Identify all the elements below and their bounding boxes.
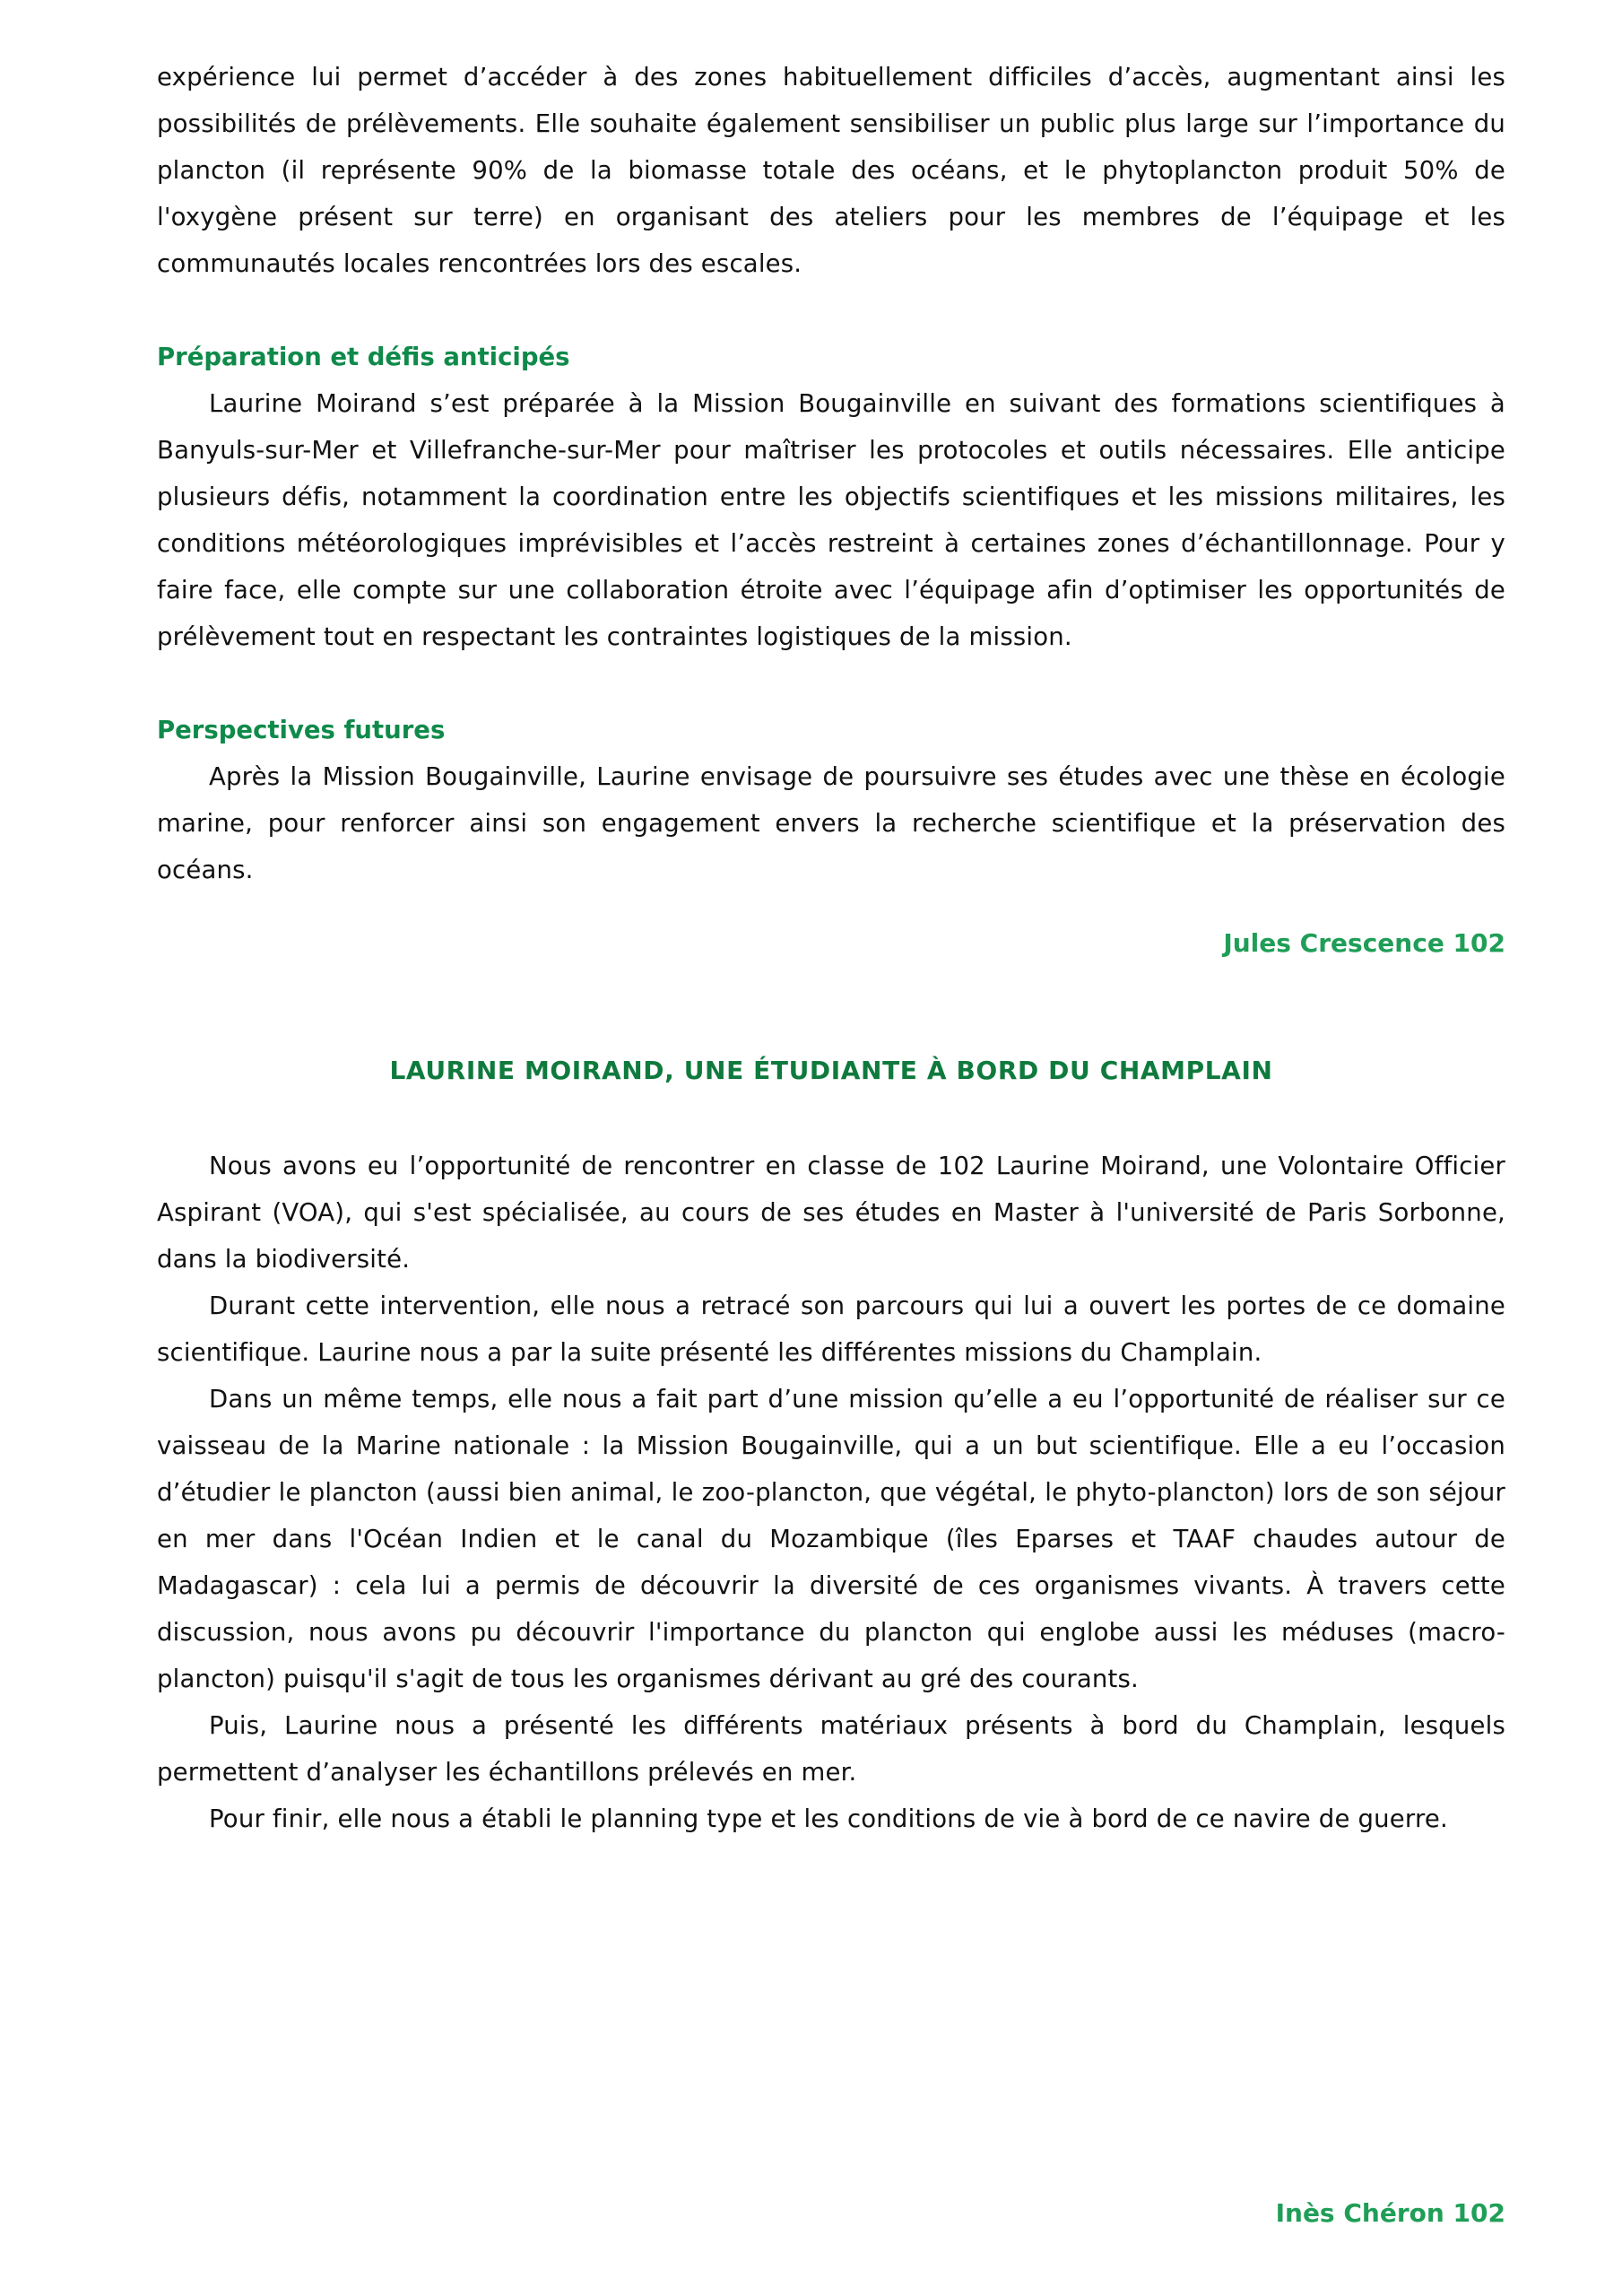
- author-signature-first: Jules Crescence 102: [1223, 928, 1505, 958]
- article-title: LAURINE MOIRAND, UNE ÉTUDIANTE À BORD DU CHAMPLAIN: [389, 1056, 1273, 1085]
- spacer: [157, 660, 1505, 707]
- spacer: [157, 287, 1505, 334]
- author-signature-second: Inès Chéron 102: [1275, 2198, 1505, 2228]
- article-paragraph-5: Pour finir, elle nous a établi le planning type et les conditions de vie à bord de ce navire de guerre.: [209, 1805, 1448, 1833]
- section-paragraph-preparation: Laurine Moirand s’est préparée à la Mission Bougainville en suivant des formations scientifiques à Banyuls-sur-Mer et Villefranche-sur-Mer pour maîtriser les protocoles et outils nécessaires. Elle anticipe plusieurs défis, notamment la coordination entre les objectifs scientifiques et les missions militaires, les conditions météorologiques imprévisibles et l’accès restreint à certaines zones d’échantillonnage. Pour y faire face, elle compte sur une collaboration étroite avec l’équipage afin d’optimiser les opportunités de prélèvement tout en respectant les contraintes logistiques de la mission.: [157, 389, 1505, 651]
- section-heading-preparation: Préparation et défis anticipés: [157, 343, 570, 371]
- article-title-block: [157, 1049, 1505, 1092]
- article-paragraph-3: Dans un même temps, elle nous a fait part d’une mission qu’elle a eu l’opportunité de réaliser sur ce vaisseau de la Marine nationale : la Mission Bougainville, qui a un but scientifique. Elle a eu l’occasion d’étudier le plancton (aussi bien animal, le zoo-plancton, que végétal, le phyto-plancton) lors de son séjour en mer dans l'Océan Indien et le canal du Mozambique (îles Eparses et TAAF chaudes autour de Madagascar) : cela lui a permis de découvrir la diversité de ces organismes vivants. À travers cette discussion, nous avons pu découvrir l'importance du plancton qui englobe aussi les méduses (macro-plancton) puisqu'il s'agit de tous les organismes dérivant au gré des courants.: [157, 1385, 1505, 1693]
- section-paragraph-perspectives: Après la Mission Bougainville, Laurine envisage de poursuivre ses études avec une thèse en écologie marine, pour renforcer ainsi son engagement envers la recherche scientifique et la préservation des océans.: [157, 762, 1505, 884]
- article-paragraph-2: Durant cette intervention, elle nous a retracé son parcours qui lui a ouvert les portes de ce domaine scientifique. Laurine nous a par la suite présenté les différentes missions du Champlain.: [157, 1292, 1505, 1367]
- article-paragraph-1: Nous avons eu l’opportunité de rencontrer en classe de 102 Laurine Moirand, une Volontaire Officier Aspirant (VOA), qui s'est spécialisée, au cours de ses études en Master à l'université de Paris Sorbonne, dans la biodiversité.: [157, 1152, 1505, 1274]
- article-paragraph-4: Puis, Laurine nous a présenté les différents matériaux présents à bord du Champlain, lesquels permettent d’analyser les échantillons prélevés en mer.: [157, 1711, 1505, 1787]
- intro-paragraph: expérience lui permet d’accéder à des zones habituellement difficiles d’accès, augmentant ainsi les possibilités de prélèvements. Elle souhaite également sensibiliser un public plus large sur l’importance du plancton (il représente 90% de la biomasse totale des océans, et le phytoplancton produit 50% de l'oxygène présent sur terre) en organisant des ateliers pour les membres de l’équipage et les communautés locales rencontrées lors des escales.: [157, 63, 1505, 278]
- section-heading-perspectives: Perspectives futures: [157, 716, 446, 744]
- spacer: [157, 893, 1505, 920]
